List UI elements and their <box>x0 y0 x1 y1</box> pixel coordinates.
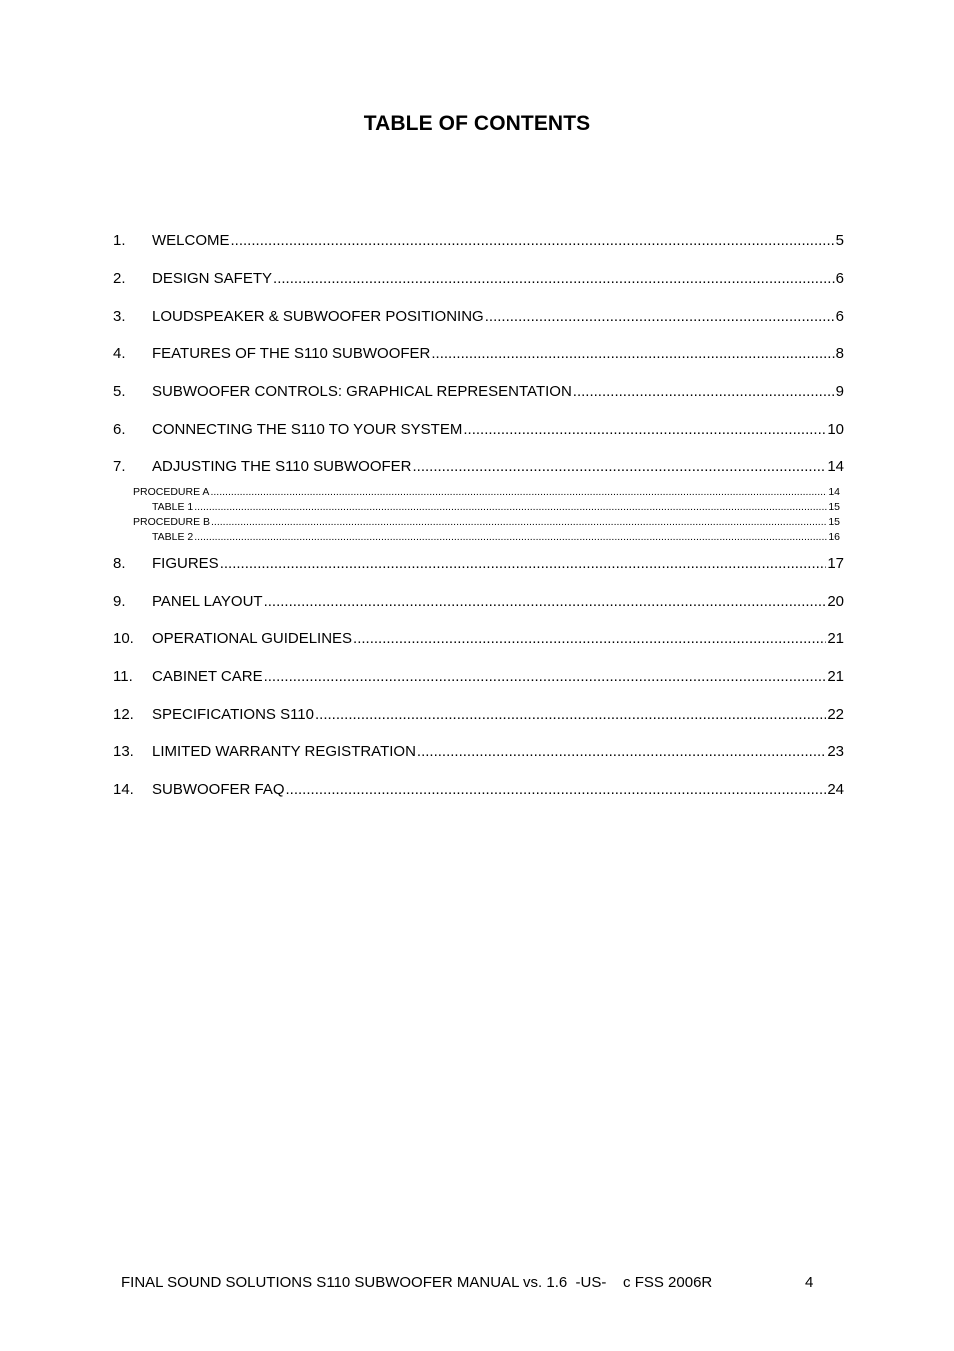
toc-dot-leader <box>463 421 826 438</box>
toc-entry-label: DESIGN SAFETY <box>152 270 273 287</box>
toc-subentry-page: 15 <box>828 501 840 513</box>
toc-subentry-procedure-a[interactable] <box>133 486 840 498</box>
toc-entry-page: 24 <box>827 781 844 798</box>
toc-entry-label: SPECIFICATIONS S110 <box>152 706 314 723</box>
toc-dot-leader <box>485 308 835 325</box>
toc-dot-leader <box>194 531 827 543</box>
toc-entry-label: ADJUSTING THE S110 SUBWOOFER <box>152 458 412 475</box>
toc-entry-label: SUBWOOFER FAQ <box>152 781 285 798</box>
toc-entry-number: 11. <box>113 668 133 685</box>
toc-entry-positioning[interactable] <box>113 308 844 325</box>
toc-entry-cabinet-care[interactable] <box>113 668 844 685</box>
toc-subentry-label: TABLE 2 <box>152 531 194 543</box>
toc-subentry-page: 14 <box>828 486 840 498</box>
toc-entry-number: 4. <box>113 345 126 362</box>
toc-dot-leader <box>353 630 826 647</box>
toc-subentry-table-2[interactable] <box>152 531 840 543</box>
toc-dot-leader <box>211 516 827 528</box>
toc-entry-label: FIGURES <box>152 555 219 572</box>
toc-entry-label: OPERATIONAL GUIDELINES <box>152 630 353 647</box>
toc-entry-number: 1. <box>113 232 126 249</box>
toc-entry-label: SUBWOOFER CONTROLS: GRAPHICAL REPRESENTATION <box>152 383 572 400</box>
toc-dot-leader <box>273 270 835 287</box>
toc-entry-page: 6 <box>835 308 844 325</box>
toc-entry-number: 8. <box>113 555 126 572</box>
toc-subentry-table-1[interactable] <box>152 501 840 513</box>
toc-dot-leader <box>431 345 834 362</box>
toc-entry-faq[interactable] <box>113 781 844 798</box>
toc-entry-label: LOUDSPEAKER & SUBWOOFER POSITIONING <box>152 308 484 325</box>
toc-entry-controls[interactable] <box>113 383 844 400</box>
toc-entry-number: 12. <box>113 706 134 723</box>
toc-entry-label: CABINET CARE <box>152 668 263 685</box>
toc-entry-page: 17 <box>827 555 844 572</box>
toc-entry-operational[interactable] <box>113 630 844 647</box>
toc-entry-page: 20 <box>827 593 844 610</box>
toc-entry-label: FEATURES OF THE S110 SUBWOOFER <box>152 345 431 362</box>
toc-entry-page: 22 <box>827 706 844 723</box>
toc-dot-leader <box>417 743 826 760</box>
toc-entry-number: 9. <box>113 593 126 610</box>
toc-entry-number: 5. <box>113 383 126 400</box>
toc-entry-welcome[interactable] <box>113 232 844 249</box>
toc-dot-leader <box>264 668 827 685</box>
toc-entry-adjusting[interactable] <box>113 458 844 475</box>
toc-entry-page: 6 <box>835 270 844 287</box>
toc-dot-leader <box>264 593 827 610</box>
toc-entry-number: 3. <box>113 308 126 325</box>
toc-dot-leader <box>210 486 827 498</box>
page-title: TABLE OF CONTENTS <box>363 112 591 135</box>
toc-subentry-page: 16 <box>828 531 840 543</box>
toc-entry-specifications[interactable] <box>113 706 844 723</box>
toc-entry-page: 21 <box>827 630 844 647</box>
toc-subentry-label: PROCEDURE A <box>133 486 210 498</box>
toc-entry-panel-layout[interactable] <box>113 593 844 610</box>
toc-dot-leader <box>194 501 827 513</box>
toc-dot-leader <box>315 706 826 723</box>
toc-entry-page: 10 <box>827 421 844 438</box>
toc-entry-page: 9 <box>835 383 844 400</box>
toc-entry-number: 13. <box>113 743 134 760</box>
toc-subentry-label: TABLE 1 <box>152 501 194 513</box>
toc-entry-number: 7. <box>113 458 126 475</box>
toc-dot-leader <box>413 458 827 475</box>
toc-entry-page: 5 <box>835 232 844 249</box>
toc-entry-label: WELCOME <box>152 232 230 249</box>
toc-entry-features[interactable] <box>113 345 844 362</box>
toc-subentry-label: PROCEDURE B <box>133 516 211 528</box>
toc-entry-number: 2. <box>113 270 126 287</box>
toc-entry-number: 10. <box>113 630 134 647</box>
toc-entry-number: 6. <box>113 421 126 438</box>
toc-subentry-procedure-b[interactable] <box>133 516 840 528</box>
footer-page-number: 4 <box>805 1274 814 1291</box>
toc-subentry-page: 15 <box>828 516 840 528</box>
toc-entry-connecting[interactable] <box>113 421 844 438</box>
footer-text: FINAL SOUND SOLUTIONS S110 SUBWOOFER MANUAL vs. 1.6 -US- c FSS 2006R <box>121 1274 713 1291</box>
toc-entry-label: CONNECTING THE S110 TO YOUR SYSTEM <box>152 421 463 438</box>
toc-entry-label: PANEL LAYOUT <box>152 593 263 610</box>
toc-entry-warranty[interactable] <box>113 743 844 760</box>
toc-entry-design-safety[interactable] <box>113 270 844 287</box>
toc-dot-leader <box>573 383 835 400</box>
toc-entry-page: 8 <box>835 345 844 362</box>
toc-entry-page: 23 <box>827 743 844 760</box>
toc-dot-leader <box>220 555 827 572</box>
toc-entry-number: 14. <box>113 781 134 798</box>
toc-entry-label: LIMITED WARRANTY REGISTRATION <box>152 743 416 760</box>
toc-entry-page: 14 <box>827 458 844 475</box>
toc-dot-leader <box>231 232 835 249</box>
toc-entry-figures[interactable] <box>113 555 844 572</box>
toc-entry-page: 21 <box>827 668 844 685</box>
toc-dot-leader <box>286 781 827 798</box>
